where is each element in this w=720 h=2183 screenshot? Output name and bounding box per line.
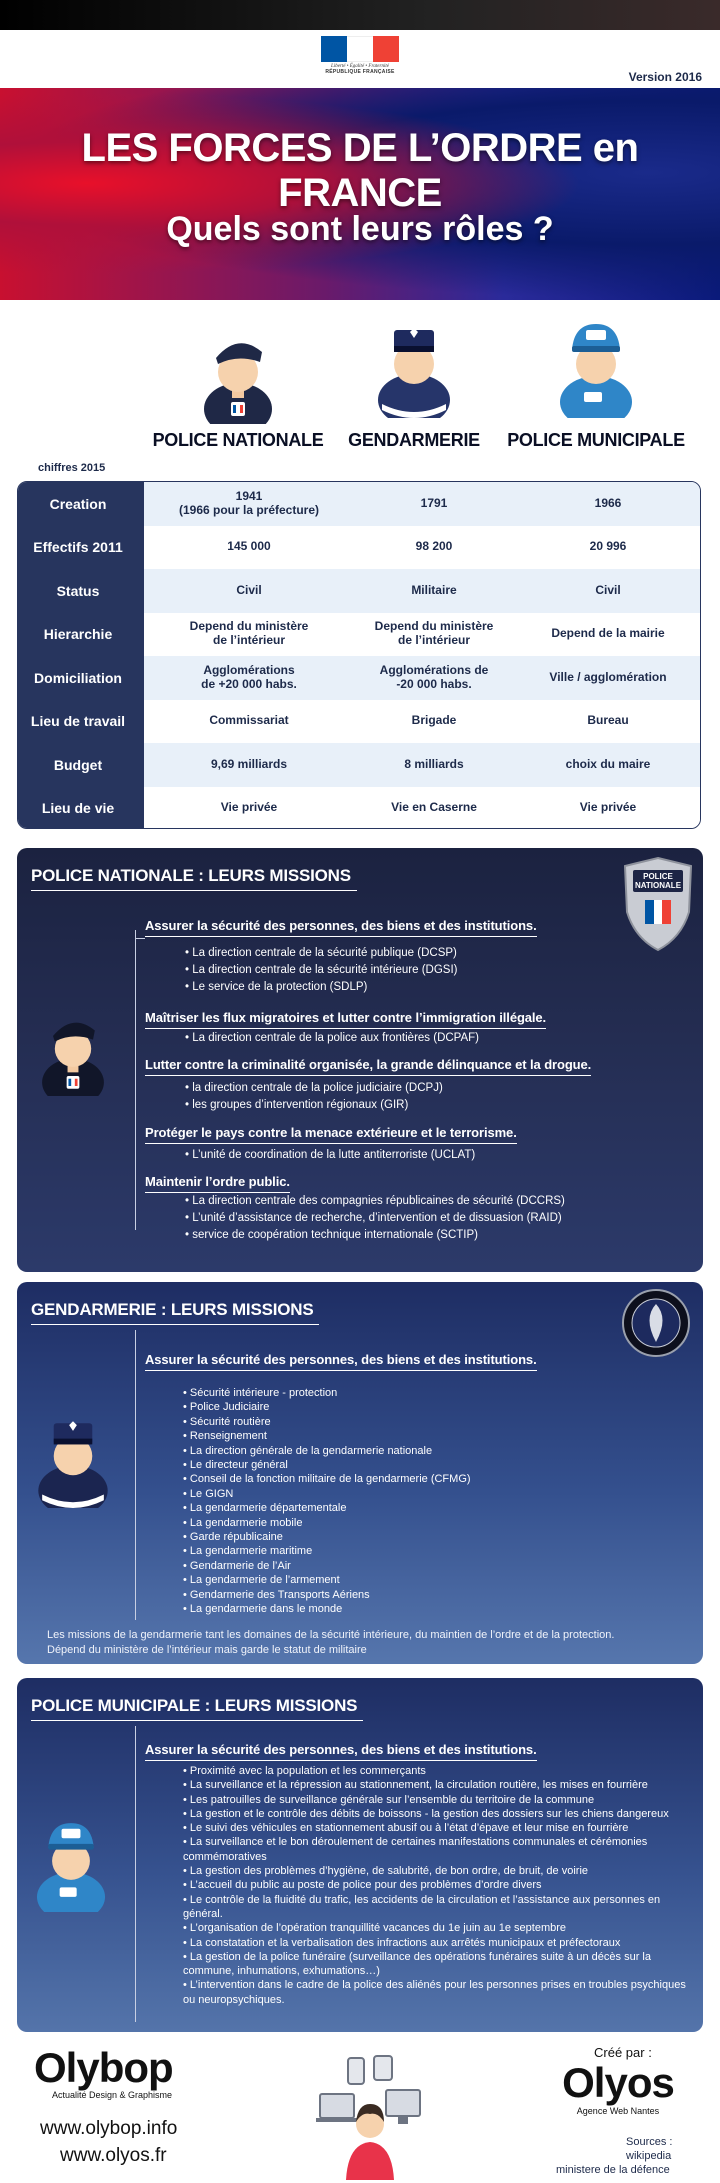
cell-police-nationale: 145 000 [227, 539, 271, 554]
mission-list [185, 1080, 443, 1114]
list-item: • L’organisation de l’opération tranquillité vacances du 1e juin au 1e septembre [183, 1921, 691, 1935]
list-item: • La gendarmerie dans le monde [183, 1602, 471, 1616]
page-subtitle: Quels sont leurs rôles ? [166, 210, 554, 248]
svg-text:NATIONALE: NATIONALE [634, 881, 682, 890]
cell-gendarmerie: Brigade [411, 713, 457, 728]
mission-list [185, 1030, 479, 1047]
top-bar [0, 0, 720, 30]
force-title: GENDARMERIE [348, 430, 480, 450]
panel-title: POLICE NATIONALE : LEURS MISSIONS [31, 866, 357, 891]
list-item: • La direction centrale des compagnies républicaines de sécurité (DCCRS) [185, 1193, 565, 1210]
police-nationale-badge-icon [621, 856, 695, 952]
row-label: Domiciliation [34, 669, 122, 686]
list-item: • La gestion de la police funéraire (surveillance des opérations funéraires suite à un décès sur la commune, inhumations, exhumations…) [183, 1950, 691, 1979]
table-row [18, 613, 701, 657]
list-item: • la direction centrale de la police judiciaire (DCPJ) [185, 1080, 443, 1097]
header [0, 30, 720, 88]
cell-gendarmerie: 8 milliards [404, 756, 464, 771]
mission-heading: Lutter contre la criminalité organisée, la grande délinquance et la drogue. [145, 1057, 591, 1076]
cell-police-nationale: Depend du ministère de l’intérieur [189, 619, 309, 648]
list-item: • Le service de la protection (SDLP) [185, 979, 458, 996]
list-item: • La gestion des problèmes d’hygiène, de salubrité, de bon ordre, de bruit, de voirie [183, 1864, 691, 1878]
police-municipale-officer-icon [556, 308, 636, 418]
source-item: wikipedia [626, 2150, 672, 2162]
page-title: LES FORCES DE L’ORDRE en FRANCE [81, 126, 639, 215]
gendarmerie-note: Les missions de la gendarmerie tant les domaines de la sécurité intérieure, du maintien de l’ordre et de la protection. [47, 1629, 615, 1641]
list-item: • Conseil de la fonction militaire de la gendarmerie (CFMG) [183, 1472, 471, 1486]
list-item: • La direction générale de la gendarmerie nationale [183, 1444, 471, 1458]
table-row [18, 569, 701, 613]
gendarmerie-note: Dépend du ministère de l’intérieur mais garde le statut de militaire [47, 1644, 367, 1656]
cell-gendarmerie: Agglomérations de -20 000 habs. [379, 662, 489, 691]
panel-title: POLICE MUNICIPALE : LEURS MISSIONS [31, 1696, 363, 1721]
table-row [18, 743, 701, 787]
gendarmerie-badge-icon [621, 1288, 691, 1358]
list-item: • L’intervention dans le cadre de la police des aliénés pour les personnes prises en troubles psychiques ou neuropsychiques. [183, 1978, 691, 2007]
list-item: • La gendarmerie maritime [183, 1544, 471, 1558]
version-label: Version 2016 [628, 70, 702, 84]
cell-gendarmerie: Militaire [411, 582, 457, 597]
list-item: • La direction centrale de la police aux frontières (DCPAF) [185, 1030, 479, 1047]
table-row [18, 787, 701, 830]
police-municipale-officer-icon [31, 1808, 111, 1912]
mission-heading: Assurer la sécurité des personnes, des biens et des institutions. [145, 1742, 537, 1761]
cell-police-nationale: Agglomérations de +20 000 habs. [201, 662, 297, 691]
french-flag-icon [321, 36, 399, 62]
list-item: • service de coopération technique internationale (SCTIP) [185, 1227, 565, 1244]
gendarmerie-missions-panel [17, 1282, 703, 1664]
list-item: • La gendarmerie de l’armement [183, 1573, 471, 1587]
list-item: • les groupes d’intervention régionaux (GIR) [185, 1097, 443, 1114]
marianne-logo [318, 36, 402, 82]
olybop-logo[interactable] [34, 2046, 204, 2100]
olybop-tagline: Actualité Design & Graphisme [52, 2090, 173, 2100]
force-title: POLICE MUNICIPALE [507, 430, 685, 450]
list-item: • Le suivi des véhicules en stationnement abusif ou à l’état d’épave et leur mise en fourrière [183, 1821, 691, 1835]
row-label: Creation [49, 495, 107, 512]
table-row [18, 526, 701, 570]
olyos-logo[interactable] [548, 2060, 688, 2116]
police-municipale-missions-panel [17, 1678, 703, 2032]
olyos-tagline: Agence Web Nantes [576, 2106, 660, 2116]
mission-list [183, 1764, 691, 2007]
comparison-table [17, 481, 701, 829]
cell-police-municipale: Ville / agglomération [549, 669, 667, 684]
mission-list [185, 1147, 475, 1164]
cell-police-municipale: 20 996 [589, 539, 627, 554]
cell-police-municipale: Depend de la mairie [551, 626, 665, 641]
list-item: • La direction centrale de la sécurité intérieure (DGSI) [185, 962, 458, 979]
cell-police-nationale: Vie privée [220, 800, 278, 815]
created-by-label: Créé par : [594, 2045, 652, 2060]
list-item: • Le contrôle de la fluidité du trafic, les accidents de la circulation et l’assistance aux personnes en général. [183, 1893, 691, 1922]
police-nationale-missions-panel [17, 848, 703, 1272]
republic-motto: Liberté • Égalité • Fraternité [331, 64, 389, 69]
list-item: • Police Judiciaire [183, 1400, 471, 1414]
list-item: • La gendarmerie mobile [183, 1516, 471, 1530]
cell-gendarmerie: Depend du ministère de l’intérieur [374, 619, 494, 648]
mission-list [185, 1193, 565, 1244]
cell-police-nationale: Civil [236, 582, 262, 597]
cell-police-municipale: choix du maire [565, 756, 651, 771]
cell-police-nationale: 9,69 milliards [210, 756, 288, 771]
mission-heading: Maîtriser les flux migratoires et lutter contre l’immigration illégale. [145, 1010, 546, 1029]
gendarme-officer-icon [33, 1402, 113, 1508]
row-label: Lieu de travail [30, 713, 126, 730]
list-item: • L’accueil du public au poste de police pour des problèmes d’ordre divers [183, 1878, 691, 1892]
list-item: • Renseignement [183, 1429, 471, 1443]
list-item: • Garde républicaine [183, 1530, 471, 1544]
list-item: • La direction centrale de la sécurité publique (DCSP) [185, 945, 458, 962]
table-caption: chiffres 2015 [38, 462, 106, 474]
force-title: POLICE NATIONALE [152, 430, 324, 450]
gendarme-officer-icon [374, 308, 454, 418]
row-label: Effectifs 2011 [33, 539, 123, 556]
republic-name: RÉPUBLIQUE FRANÇAISE [325, 69, 395, 75]
olyos-name: Olyos [562, 2059, 674, 2106]
police-nationale-officer-icon [33, 996, 113, 1096]
mission-heading: Assurer la sécurité des personnes, des biens et des institutions. [145, 918, 537, 937]
cell-police-nationale: Commissariat [209, 713, 289, 728]
url-olybop[interactable]: www.olybop.info [40, 2118, 178, 2139]
svg-text:POLICE: POLICE [643, 872, 673, 881]
devices-person-illustration [312, 2052, 428, 2180]
list-item: • Gendarmerie de l’Air [183, 1559, 471, 1573]
cell-police-municipale: Vie privée [579, 800, 637, 815]
list-item: • La gendarmerie départementale [183, 1501, 471, 1515]
list-item: • La surveillance et la répression au stationnement, la circulation routière, les mises en fourrière [183, 1778, 691, 1792]
cell-police-municipale: Civil [595, 582, 621, 597]
cell-police-municipale: 1966 [594, 495, 622, 510]
cell-police-nationale: 1941 (1966 pour la préfecture) [178, 488, 320, 517]
mission-list [185, 945, 458, 996]
list-item: • La gestion et le contrôle des débits de boissons - la gestion des dossiers sur les chiens dangereux [183, 1807, 691, 1821]
list-item: • La constatation et la verbalisation des infractions aux arrêtés municipaux et préfectoraux [183, 1936, 691, 1950]
list-item: • L’unité d’assistance de recherche, d’intervention et de dissuasion (RAID) [185, 1210, 565, 1227]
sources-label: Sources : [626, 2136, 673, 2148]
mission-heading: Protéger le pays contre la menace extérieure et le terrorisme. [145, 1125, 517, 1144]
row-label: Lieu de vie [41, 800, 115, 817]
table-row [18, 482, 701, 526]
table-row [18, 656, 701, 700]
table-row [18, 700, 701, 744]
row-label: Status [56, 582, 100, 599]
mission-heading: Maintenir l’ordre public. [145, 1174, 290, 1193]
title-banner [0, 88, 720, 300]
list-item: • Le directeur général [183, 1458, 471, 1472]
row-label: Hierarchie [43, 626, 113, 643]
cell-police-municipale: Bureau [587, 713, 629, 728]
list-item: • La surveillance et le bon déroulement de certaines manifestations communales et cérémonies commémoratives [183, 1835, 691, 1864]
list-item: • Gendarmerie des Transports Aériens [183, 1588, 471, 1602]
list-item: • Le GIGN [183, 1487, 471, 1501]
mission-list [183, 1386, 471, 1617]
cell-gendarmerie: 98 200 [415, 539, 453, 554]
source-item: ministere de la défence [556, 2164, 670, 2176]
cell-gendarmerie: 1791 [420, 495, 448, 510]
row-label: Budget [53, 756, 103, 773]
panel-title: GENDARMERIE : LEURS MISSIONS [31, 1300, 319, 1325]
list-item: • Sécurité intérieure - protection [183, 1386, 471, 1400]
police-nationale-officer-icon [198, 314, 278, 424]
cell-gendarmerie: Vie en Caserne [391, 800, 477, 815]
list-item: • L’unité de coordination de la lutte antiterroriste (UCLAT) [185, 1147, 475, 1164]
url-olyos[interactable]: www.olyos.fr [60, 2145, 167, 2166]
list-item: • Proximité avec la population et les commerçants [183, 1764, 691, 1778]
mission-heading: Assurer la sécurité des personnes, des biens et des institutions. [145, 1352, 537, 1371]
list-item: • Sécurité routière [183, 1415, 471, 1429]
olybop-name: Olybop [34, 2044, 173, 2091]
list-item: • Les patrouilles de surveillance générale sur l’ensemble du territoire de la commune [183, 1793, 691, 1807]
